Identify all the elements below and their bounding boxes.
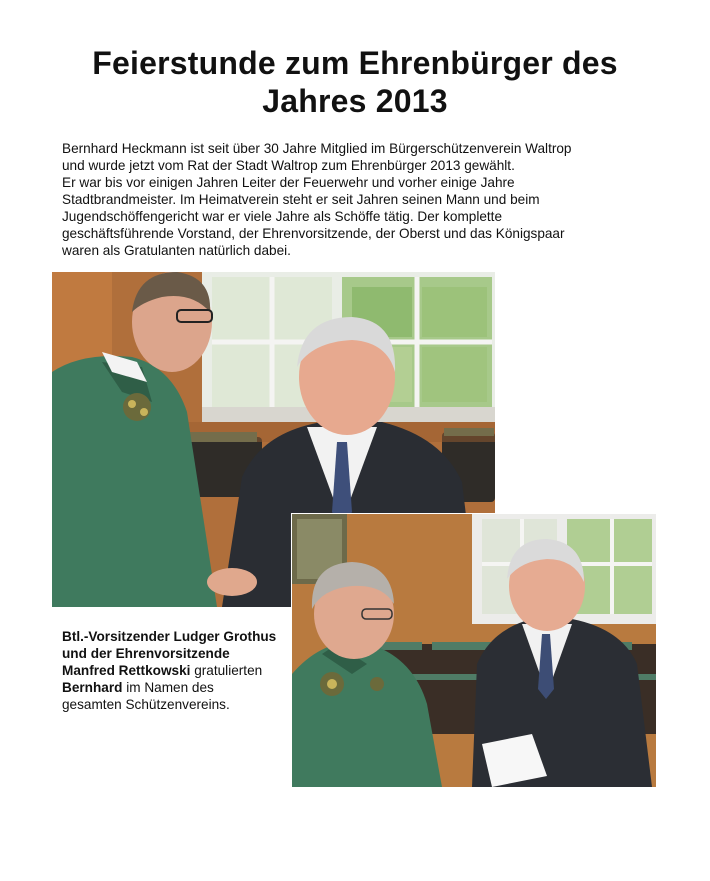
intro-line: Stadtbrandmeister. Im Heimatverein steht er seit Jahren seinen Mann und beim (62, 192, 540, 207)
photo-caption (62, 628, 277, 713)
intro-line: Jugendschöffengericht war er viele Jahre als Schöffe tätig. Der komplette (62, 209, 503, 224)
intro-line: geschäftsführende Vorstand, der Ehrenvorsitzende, der Oberst und das Königspaar (62, 226, 565, 241)
intro-line: Er war bis vor einigen Jahren Leiter der Feuerwehr und vorher einige Jahre (62, 175, 515, 190)
page-title (60, 44, 650, 120)
caption-bold-honoree: Bernhard (62, 680, 123, 695)
title-line-2: Jahres 2013 (262, 83, 448, 119)
intro-paragraph (62, 140, 662, 259)
photo-congratulation (291, 513, 656, 787)
intro-line: und wurde jetzt vom Rat der Stadt Waltrop zum Ehrenbürger 2013 gewählt. (62, 158, 515, 173)
caption-text-1: gratulierten (190, 663, 263, 678)
photo-congratulation-illustration (292, 514, 656, 787)
intro-line: Bernhard Heckmann ist seit über 30 Jahre Mitglied im Bürgerschützenverein Waltrop (62, 141, 572, 156)
title-line-1: Feierstunde zum Ehrenbürger des (92, 45, 618, 81)
caption-text-2: im Namen des gesamten Schützenvereins. (62, 680, 230, 712)
intro-line: waren als Gratulanten natürlich dabei. (62, 243, 291, 258)
caption-bold-names: Btl.-Vorsitzender Ludger Grothus und der Ehrenvorsitzende Manfred Rettkowski (62, 629, 277, 678)
